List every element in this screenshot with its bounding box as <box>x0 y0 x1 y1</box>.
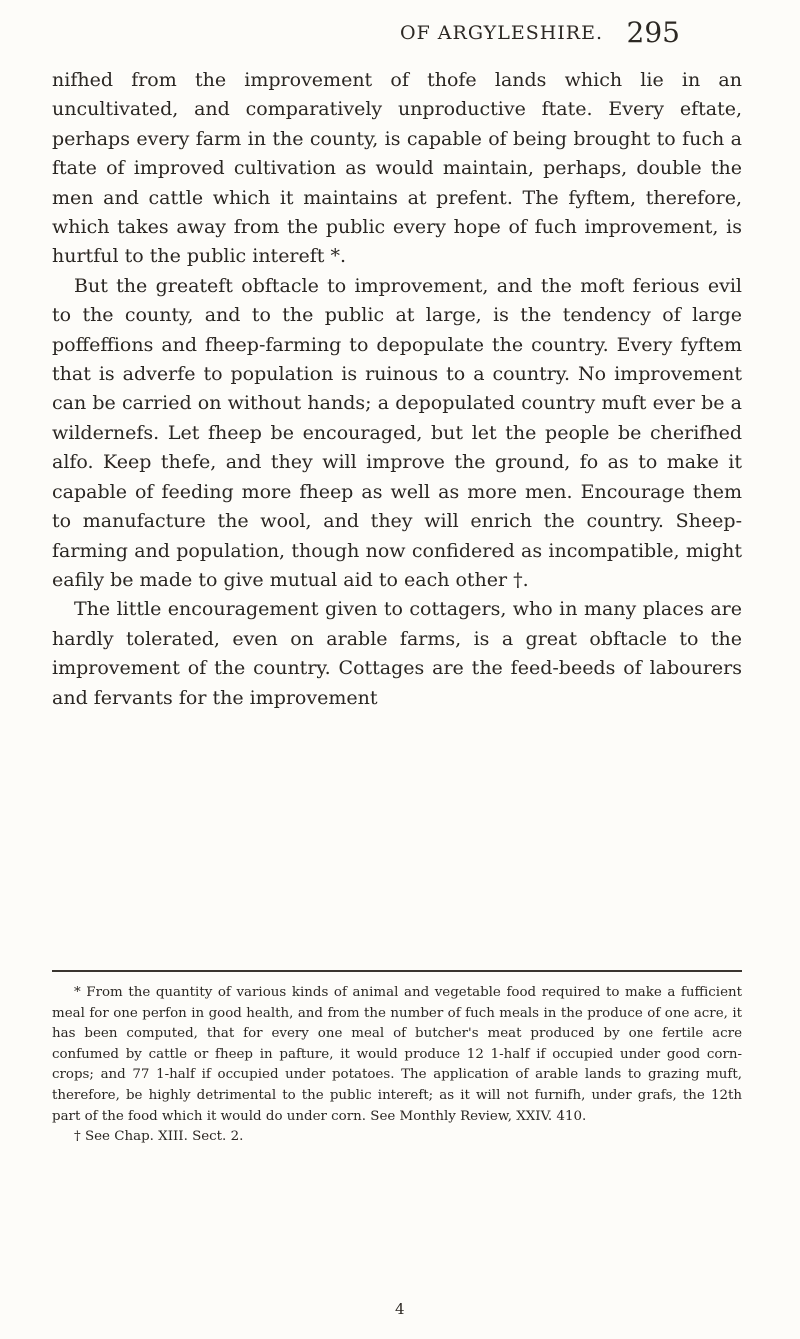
signature-mark: 4 <box>395 1300 405 1318</box>
main-text <box>52 66 742 713</box>
running-head <box>140 14 680 54</box>
running-title: OF ARGYLESHIRE. <box>400 22 604 44</box>
footnote-1: * From the quantity of various kinds of animal and vegetable food required to make a fufficient meal for one perfon in good health, and from the number of fuch meals in the produce of one acre, it has been computed, that for every one meal of butcher's meat produced by one fertile acre confumed by cattle or fheep in pafture, it would produce 12 1-half if occupied under good corn-crops; and 77 1-half if occupied under potatoes. The application of arable lands to grazing muft, therefore, be highly detrimental to the public intereft; as it will not furnifh, under grafs, the 12th part of the food which it would do under corn. See Monthly Review, XXIV. 410. <box>52 985 742 1124</box>
paragraph-2: But the greateft obftacle to improvement, and the moft ferious evil to the county, and to the public at large, is the tendency of large poffeffions and fheep-farming to depopulate the country. Every fyftem that is adverfe to population is ruinous to a country. No improvement can be carried on without hands; a depopulated country muft ever be a wildernefs. Let fheep be encouraged, but let the people be cherifhed alfo. Keep thefe, and they will improve the ground, fo as to make it capable of feeding more fheep as well as more men. Encourage them to manufacture the wool, and they will enrich the country. Sheep-farming and population, though now confidered as incompatible, might eafily be made to give mutual aid to each other †. <box>52 274 742 591</box>
paragraph-3: The little encouragement given to cottagers, who in many places are hardly tolerated, even on arable farms, is a great obftacle to the improvement of the country. Cottages are the feed-beeds of labourers and fervants for the improvement <box>52 598 742 709</box>
page-number: 295 <box>626 16 680 49</box>
paragraph-1: nifhed from the improvement of thofe lands which lie in an uncultivated, and comparatively unproductive ftate. Every eftate, perhaps every farm in the county, is capable of being brought to fuch a ftate of improved cultivation as would maintain, perhaps, double the men and cattle which it maintains at prefent. The fyftem, therefore, which takes away from the public every hope of fuch improvement, is hurtful to the public intereft *. <box>52 69 742 268</box>
footnote-divider <box>52 970 742 972</box>
footnotes <box>52 983 742 1148</box>
footnote-2: † See Chap. XIII. Sect. 2. <box>74 1129 244 1145</box>
